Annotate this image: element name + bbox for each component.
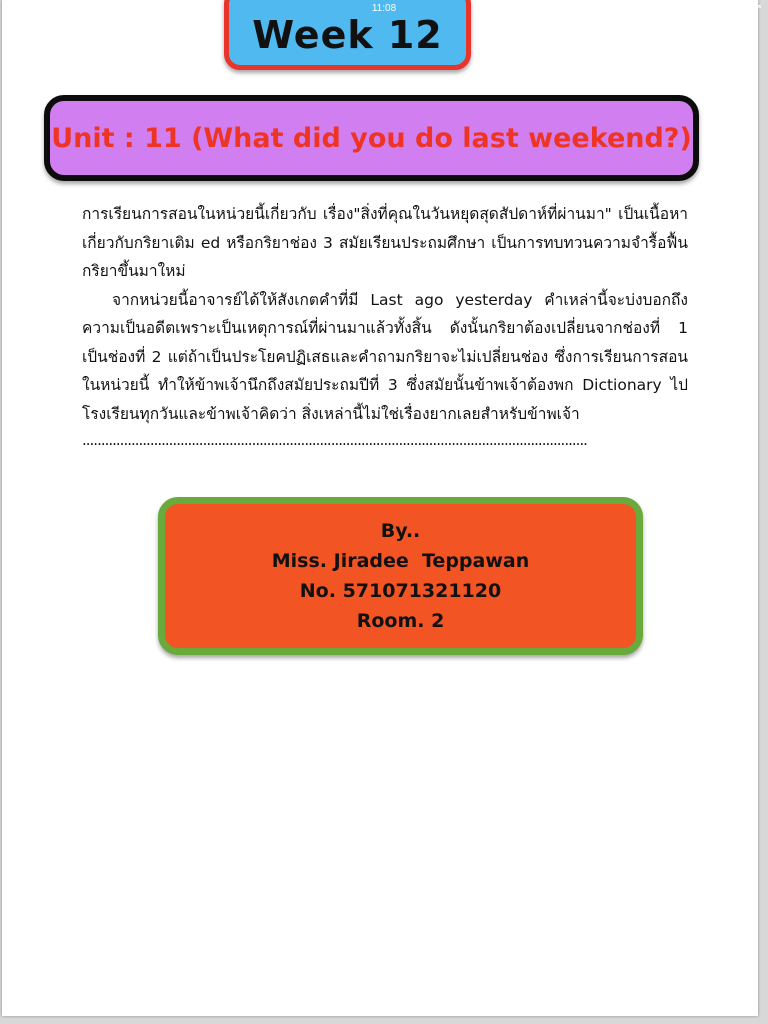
paragraph-1: การเรียนการสอนในหน่วยนี้เกี่ยวกับ เรื่อง"สิ่งที่คุณในวันหยุดสุดสัปดาห์ที่ผ่านมา" เป็นเนื้อหาเกี่ยวกับกริยาเติม ed หรือกริยาช่อง 3 สมัยเรียนประถมศึกษา เป็นการทบทวนความจำรื้อฟื้นกริยาขึ้นมาใหม่ [82, 205, 688, 280]
author-room: Room. 2 [356, 610, 445, 632]
author-name: Miss. Jiradee Teppawan [271, 550, 530, 572]
status-right-indicator: ↗ [753, 3, 762, 14]
body-text [82, 200, 688, 450]
author-box [158, 497, 643, 655]
unit-title: Unit : 11 (What did you do last weekend?) [51, 122, 692, 154]
document-page [2, 0, 758, 1016]
week-title: Week 12 [252, 13, 443, 57]
status-left-indicator: i [4, 3, 7, 14]
dotted-line: ...................................................................................................................................... [82, 431, 587, 449]
author-number: No. 571071321120 [299, 580, 502, 602]
unit-banner [44, 95, 699, 181]
author-by: By.. [380, 520, 421, 542]
paragraph-2: จากหน่วยนี้อาจารย์ได้ให้สังเกตคำที่มี Last ago yesterday คำเหล่านี้จะบ่งบอกถึงความเป็นอดีตเพราะเป็นเหตุการณ์ที่ผ่านมาแล้วทั้งสิ้น ดังนั้นกริยาต้องเปลี่ยนจากช่องที่ 1 เป็นช่องที่ 2 แต่ถ้าเป็นประโยคปฏิเสธและคำถามกริยาจะไม่เปลี่ยนช่อง ซึ่งการเรียนการสอนในหน่วยนี้ ทำให้ข้าพเจ้านึกถึงสมัยประถมปีที่ 3 ซึ่งสมัยนั้นข้าพเจ้าต้องพก Dictionary ไปโรงเรียนทุกวันและข้าพเจ้าคิดว่า สิ่งเหล่านี้ไม่ใช่เรื่องยากเลยสำหรับข้าพเจ้า [82, 290, 688, 423]
status-time: 11:08 [371, 3, 397, 14]
